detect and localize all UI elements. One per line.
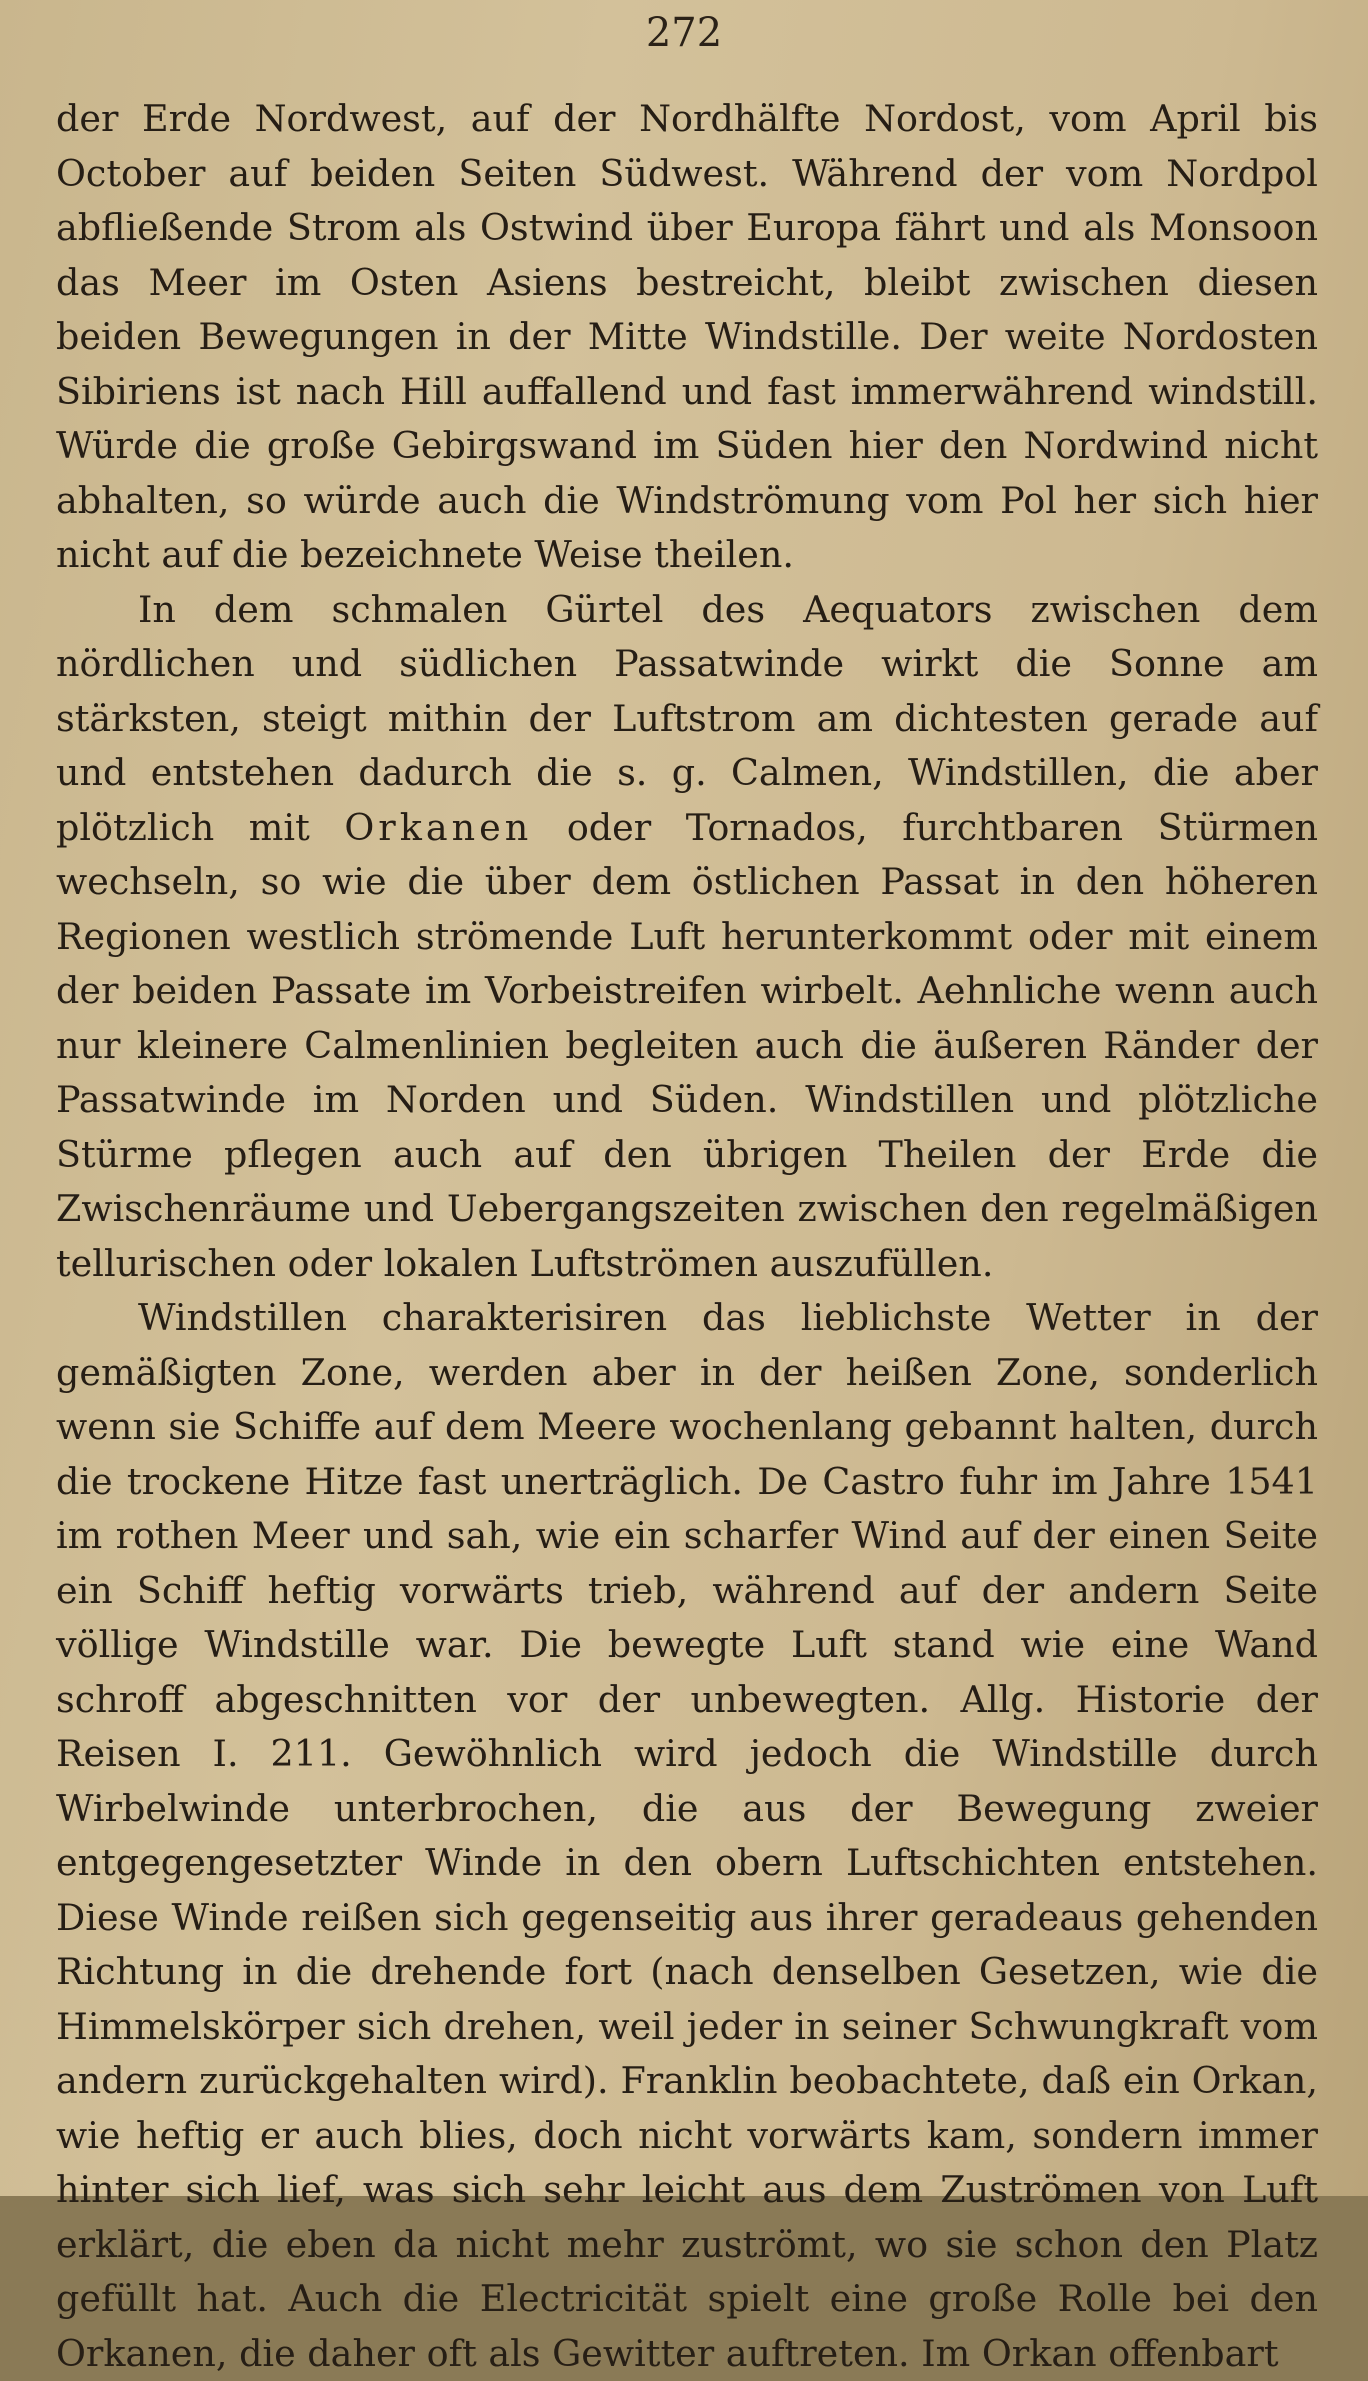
paragraph-1 [56, 92, 1318, 583]
page-number: 272 [645, 10, 723, 56]
paragraph-3 [56, 1291, 1318, 2381]
body-text [56, 92, 1318, 2381]
paragraph-2-text-a: In dem schmalen Gürtel des Aequators zwischen dem nördlichen und südlichen Passatwinde wirkt die Sonne am stärksten, steigt mithin der Luftstrom am dichtesten gerade auf und entstehen dadurch die s. g. Calmen, Windstillen, die aber plötzlich mit [56, 587, 1318, 849]
paragraph-3-text: Windstillen charakterisiren das lieblichste Wetter in der gemäßigten Zone, werden aber in der heißen Zone, sonderlich wenn sie Schiffe auf dem Meere wochenlang gebannt halten, durch die trockene Hitze fast unerträglich. De Castro fuhr im Jahre 1541 im rothen Meer und sah, wie ein scharfer Wind auf der einen Seite ein Schiff heftig vorwärts trieb, während auf der andern Seite völlige Windstille war. Die bewegte Luft stand wie eine Wand schroff abgeschnitten vor der unbewegten. Allg. Historie der Reisen I. 211. Gewöhnlich wird jedoch die Windstille durch Wirbelwinde unterbrochen, die aus der Bewegung zweier entgegengesetzter Winde in den obern Luftschichten entstehen. Diese Winde reißen sich gegenseitig aus ihrer geradeaus gehenden Richtung in die drehende fort (nach denselben Gesetzen, wie die Himmelskörper sich drehen, weil jeder in seiner Schwungkraft vom andern zurückgehalten wird). Franklin beobachtete, daß ein Orkan, wie heftig er auch blies, doch nicht vorwärts kam, sondern immer hinter sich lief, was sich sehr leicht aus dem Zuströmen von Luft erklärt, die eben da nicht mehr zuströmt, wo sie schon den Platz gefüllt hat. Auch die Electricität spielt eine große Rolle bei den Orkanen, die daher oft als Gewitter auftreten. Im Orkan offenbart [56, 1296, 1318, 2375]
paragraph-2-text-b: oder Tornados, furchtbaren Stürmen wechseln, so wie die über dem östlichen Passat in den höheren Regionen westlich strömende Luft herunterkommt oder mit einem der beiden Passate im Vorbeistreifen wirbelt. Aehnliche wenn auch nur kleinere Calmenlinien begleiten auch die äußeren Ränder der Passatwinde im Norden und Süden. Windstillen und plötzliche Stürme pflegen auch auf den übrigen Theilen der Erde die Zwischenräume und Uebergangszeiten zwischen den regelmäßigen tellurischen oder lokalen Luftströmen auszufüllen. [56, 805, 1318, 1285]
emphasized-word-orkanen: Orkanen [344, 805, 533, 849]
paragraph-1-text: der Erde Nordwest, auf der Nordhälfte Nordost, vom April bis October auf beiden Seiten Südwest. Während der vom Nordpol abfließende Strom als Ostwind über Europa fährt und als Monsoon das Meer im Osten Asiens bestreicht, bleibt zwischen diesen beiden Bewegungen in der Mitte Windstille. Der weite Nordosten Sibiriens ist nach Hill auffallend und fast immerwährend windstill. Würde die große Gebirgswand im Süden hier den Nordwind nicht abhalten, so würde auch die Windströmung vom Pol her sich hier nicht auf die bezeichnete Weise theilen. [56, 97, 1318, 576]
paragraph-2 [56, 583, 1318, 1292]
